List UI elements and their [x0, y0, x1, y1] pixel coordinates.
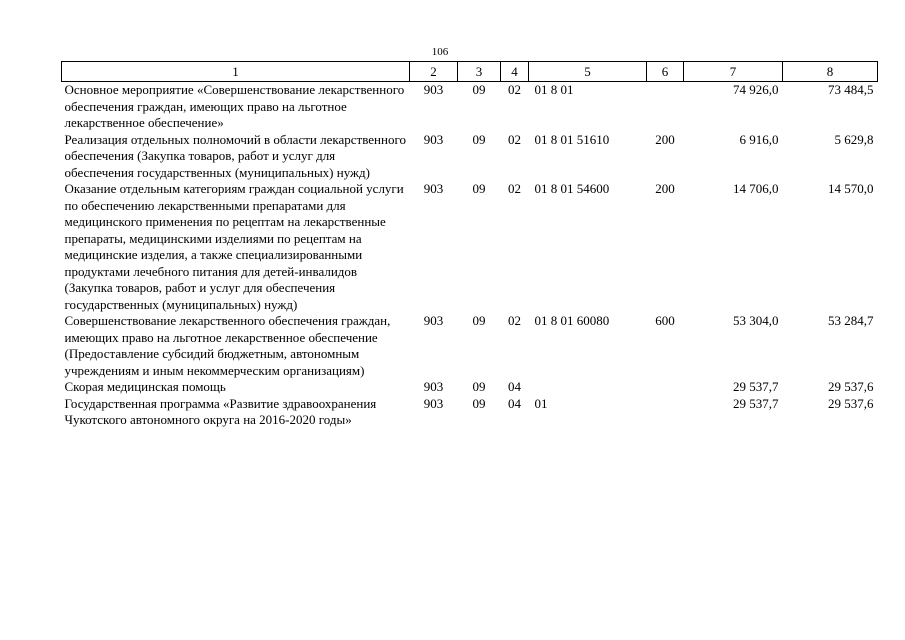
table-row: [62, 132, 878, 182]
header-col-2: 2: [410, 62, 458, 82]
row-ministry: 903: [423, 395, 444, 411]
row-amount-1: 6 916,0: [739, 131, 779, 147]
table-row: [62, 396, 878, 429]
row-expense-type: 600: [655, 313, 675, 328]
table-row: [62, 313, 878, 379]
row-subsection: 04: [508, 395, 521, 411]
row-target-article: 01 8 01 60080: [534, 313, 610, 328]
row-amount-1: 53 304,0: [733, 313, 779, 328]
row-amount-2: 5 629,8: [834, 131, 874, 147]
row-name: Оказание отдельным категориям граждан социальной услуги по обеспечению лекарственными препаратами для медицинского применения по рецептам на лекарственные препараты, медицинскими изделиями по рецептам на медицинские изделия, а также специализированными продуктами лечебного питания для детей-инвалидов (Закупка товаров, работ и услуг для обеспечения государственных (муниципальных) нужд): [64, 181, 404, 312]
row-subsection: 04: [508, 379, 521, 394]
budget-table: [61, 61, 878, 429]
row-ministry: 903: [423, 181, 444, 196]
row-section: 09: [472, 131, 486, 147]
row-expense-type: [647, 396, 684, 429]
table-row: [62, 181, 878, 313]
table-row: [62, 82, 878, 132]
row-name: Государственная программа «Развитие здравоохранения Чукотского автономного округа на 2016-2020 годы»: [64, 395, 377, 427]
row-expense-type: [647, 82, 684, 132]
header-row: [62, 62, 878, 82]
header-col-8: 8: [783, 62, 878, 82]
header-col-5: 5: [529, 62, 647, 82]
row-expense-type: 200: [655, 131, 675, 147]
header-col-7: 7: [684, 62, 783, 82]
header-col-1: 1: [62, 62, 410, 82]
row-ministry: 903: [423, 313, 444, 328]
row-amount-1: 29 537,7: [733, 379, 779, 394]
row-amount-1: 29 537,7: [733, 395, 779, 411]
row-target-article: 01: [534, 395, 548, 411]
row-amount-2: 29 537,6: [828, 379, 874, 394]
row-amount-2: 29 537,6: [828, 395, 874, 411]
row-target-article: 01 8 01 54600: [534, 181, 610, 196]
row-amount-1: 14 706,0: [733, 181, 779, 196]
row-amount-2: 53 284,7: [828, 313, 874, 328]
row-target-article: 01 8 01: [534, 82, 574, 97]
row-target-article: [529, 379, 647, 396]
row-expense-type: 200: [655, 181, 675, 196]
row-amount-2: 73 484,5: [828, 82, 874, 97]
header-col-4: 4: [501, 62, 529, 82]
row-name: Реализация отдельных полномочий в области лекарственного обеспечения (Закупка товаров, работ и услуг для обеспечения государственных (муниципальных) нужд): [64, 131, 406, 180]
row-name: Основное мероприятие «Совершенствование лекарственного обеспечения граждан, имеющих право на льготное лекарственное обеспечение»: [64, 82, 405, 130]
row-section: 09: [472, 395, 486, 411]
row-name: Совершенствование лекарственного обеспечения граждан, имеющих право на льготное лекарственное обеспечение (Предоставление субсидий бюджетным, автономным учреждениям и иным некоммерческим организациям): [64, 313, 391, 378]
row-amount-2: 14 570,0: [828, 181, 874, 196]
row-name: Скорая медицинская помощь: [64, 379, 226, 394]
row-ministry: 903: [423, 131, 444, 147]
row-subsection: 02: [508, 131, 521, 147]
row-subsection: 02: [508, 82, 521, 97]
row-subsection: 02: [508, 313, 521, 328]
row-section: 09: [472, 379, 486, 394]
row-expense-type: [647, 379, 684, 396]
table-body: [62, 82, 878, 429]
row-ministry: 903: [423, 82, 444, 97]
row-section: 09: [472, 82, 486, 97]
page-number: 106: [431, 46, 449, 58]
row-ministry: 903: [423, 379, 444, 394]
header-col-3: 3: [458, 62, 501, 82]
row-target-article: 01 8 01 51610: [534, 131, 610, 147]
table-header: [62, 62, 878, 82]
row-subsection: 02: [508, 181, 521, 196]
header-col-6: 6: [647, 62, 684, 82]
table-row: [62, 379, 878, 396]
row-amount-1: 74 926,0: [733, 82, 779, 97]
row-section: 09: [472, 181, 486, 196]
row-section: 09: [472, 313, 486, 328]
